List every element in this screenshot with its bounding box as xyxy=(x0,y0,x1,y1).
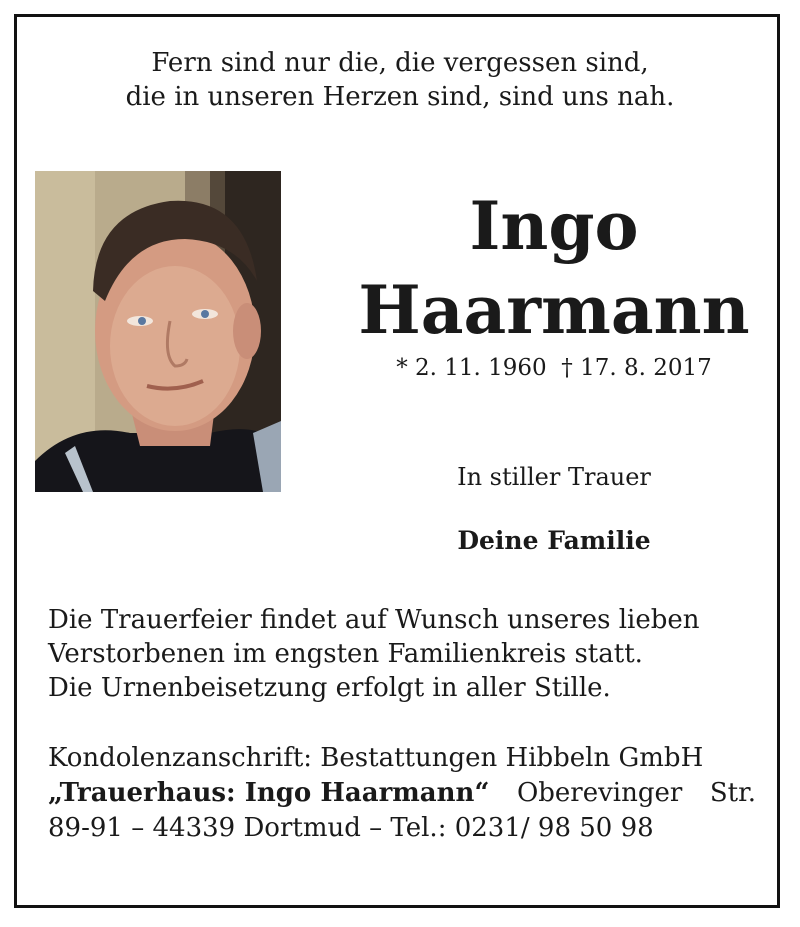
info-line-1: Die Trauerfeier findet auf Wunsch unseres lieben xyxy=(48,605,700,635)
family-signature: Deine Familie xyxy=(457,526,651,555)
verse-line-2: die in unseren Herzen sind, sind uns nah. xyxy=(125,82,675,112)
mourning-line: In stiller Trauer xyxy=(457,463,651,491)
verse-line-1: Fern sind nur die, die vergessen sind, xyxy=(151,48,649,78)
info-line-3: Die Urnenbeisetzung erfolgt in aller Stille. xyxy=(48,673,611,703)
portrait-photo xyxy=(35,171,281,492)
street-suffix: Str. xyxy=(709,778,756,808)
address-line-3: 89-91 – 44339 Dortmud – Tel.: 0231/ 98 50 98 xyxy=(48,813,654,843)
street-name: Oberevinger xyxy=(516,778,683,808)
deceased-last-name: Haarmann xyxy=(358,271,750,349)
condolence-address xyxy=(48,741,756,846)
address-line-2 xyxy=(48,776,756,811)
funeral-info xyxy=(48,603,756,705)
life-dates: * 2. 11. 1960 † 17. 8. 2017 xyxy=(396,355,712,381)
address-line-1: Kondolenzanschrift: Bestattungen Hibbeln GmbH xyxy=(48,743,704,773)
info-line-2: Verstorbenen im engsten Familienkreis statt. xyxy=(48,639,643,669)
trauerhaus-label: „Trauerhaus: Ingo Haarmann“ xyxy=(48,778,490,808)
deceased-first-name: Ingo xyxy=(469,187,639,265)
